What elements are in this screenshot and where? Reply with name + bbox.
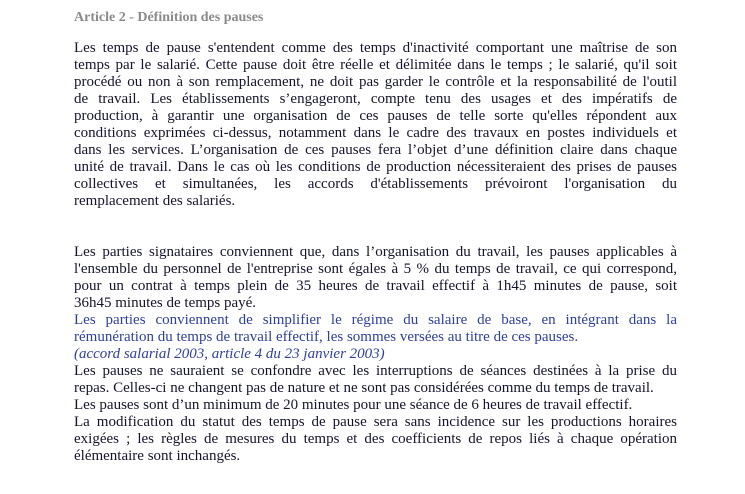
paragraph-1-line: Les temps de pause s'entendent comme des temps d'inactivité comportant une maîtrise de son (74, 40, 677, 56)
paragraph-5-line: La modification du statut des temps de pause sera sans incidence sur les productions horaires (74, 414, 677, 430)
paragraph-1-line: conditions exprimées ci-dessus, notamment dans le cadre des travaux en postes individuels et (74, 125, 677, 141)
paragraph-1-line: collectives et simultanées, les accords d'établissements prévoiront l'organisation du (74, 176, 677, 192)
amendment-line: Les parties conviennent de simplifier le régime du salaire de base, en intégrant dans la (74, 312, 677, 328)
paragraph-1-line: unité de travail. Dans le cas où les conditions de production nécessiteraient des prises de pauses (74, 159, 677, 175)
paragraph-2-line: pour un contrat à temps plein de 35 heures de travail effectif à 1h45 minutes de pause, soit (74, 278, 677, 294)
amendment-reference: (accord salarial 2003, article 4 du 23 janvier 2003) (74, 346, 385, 362)
paragraph-2-line: Les parties signataires conviennent que, dans l’organisation du travail, les pauses applicables à (74, 244, 677, 260)
paragraph-5-line: exigées ; les règles de mesures du temps et des coefficients de repos liés à chaque opération (74, 431, 677, 447)
paragraph-1-line: dans les services. L’organisation de ces pauses fera l’objet d’une définition claire dans chaque (74, 142, 677, 158)
paragraph-1-line: procédé ou non à son remplacement, ne doit pas garder le contrôle et la responsabilité de l'outil (74, 74, 677, 90)
paragraph-3-line: Les pauses ne sauraient se confondre avec les interruptions de séances destinées à la prise du (74, 363, 677, 379)
paragraph-2-line: 36h45 minutes de temps payé. (74, 295, 257, 311)
paragraph-5-line: élémentaire sont inchangés. (74, 448, 241, 464)
paragraph-1-line: temps par le salarié. Cette pause doit être réelle et délimitée dans le temps ; le salarié, qu'il soit (74, 57, 677, 73)
amendment-line: rémunération du temps de travail effectif, les sommes versées au titre de ces pauses. (74, 329, 579, 345)
article-heading: Article 2 - Définition des pauses (74, 10, 264, 25)
paragraph-3-line: repas. Celles-ci ne changent pas de nature et ne sont pas considérées comme du temps de travail. (74, 380, 654, 396)
paragraph-2-line: l'ensemble du personnel de l'entreprise sont égales à 5 % du temps de travail, ce qui correspond, (74, 261, 677, 277)
paragraph-1-line: de travail. Les établissements s’engageront, compte tenu des usages et des impératifs de (74, 91, 677, 107)
paragraph-1-line: remplacement des salariés. (74, 193, 236, 209)
paragraph-4-line: Les pauses sont d’un minimum de 20 minutes pour une séance de 6 heures de travail effectif. (74, 397, 633, 413)
paragraph-1-line: production, à garantir une organisation de ces pauses de telle sorte qu'elles répondent aux (74, 108, 677, 124)
